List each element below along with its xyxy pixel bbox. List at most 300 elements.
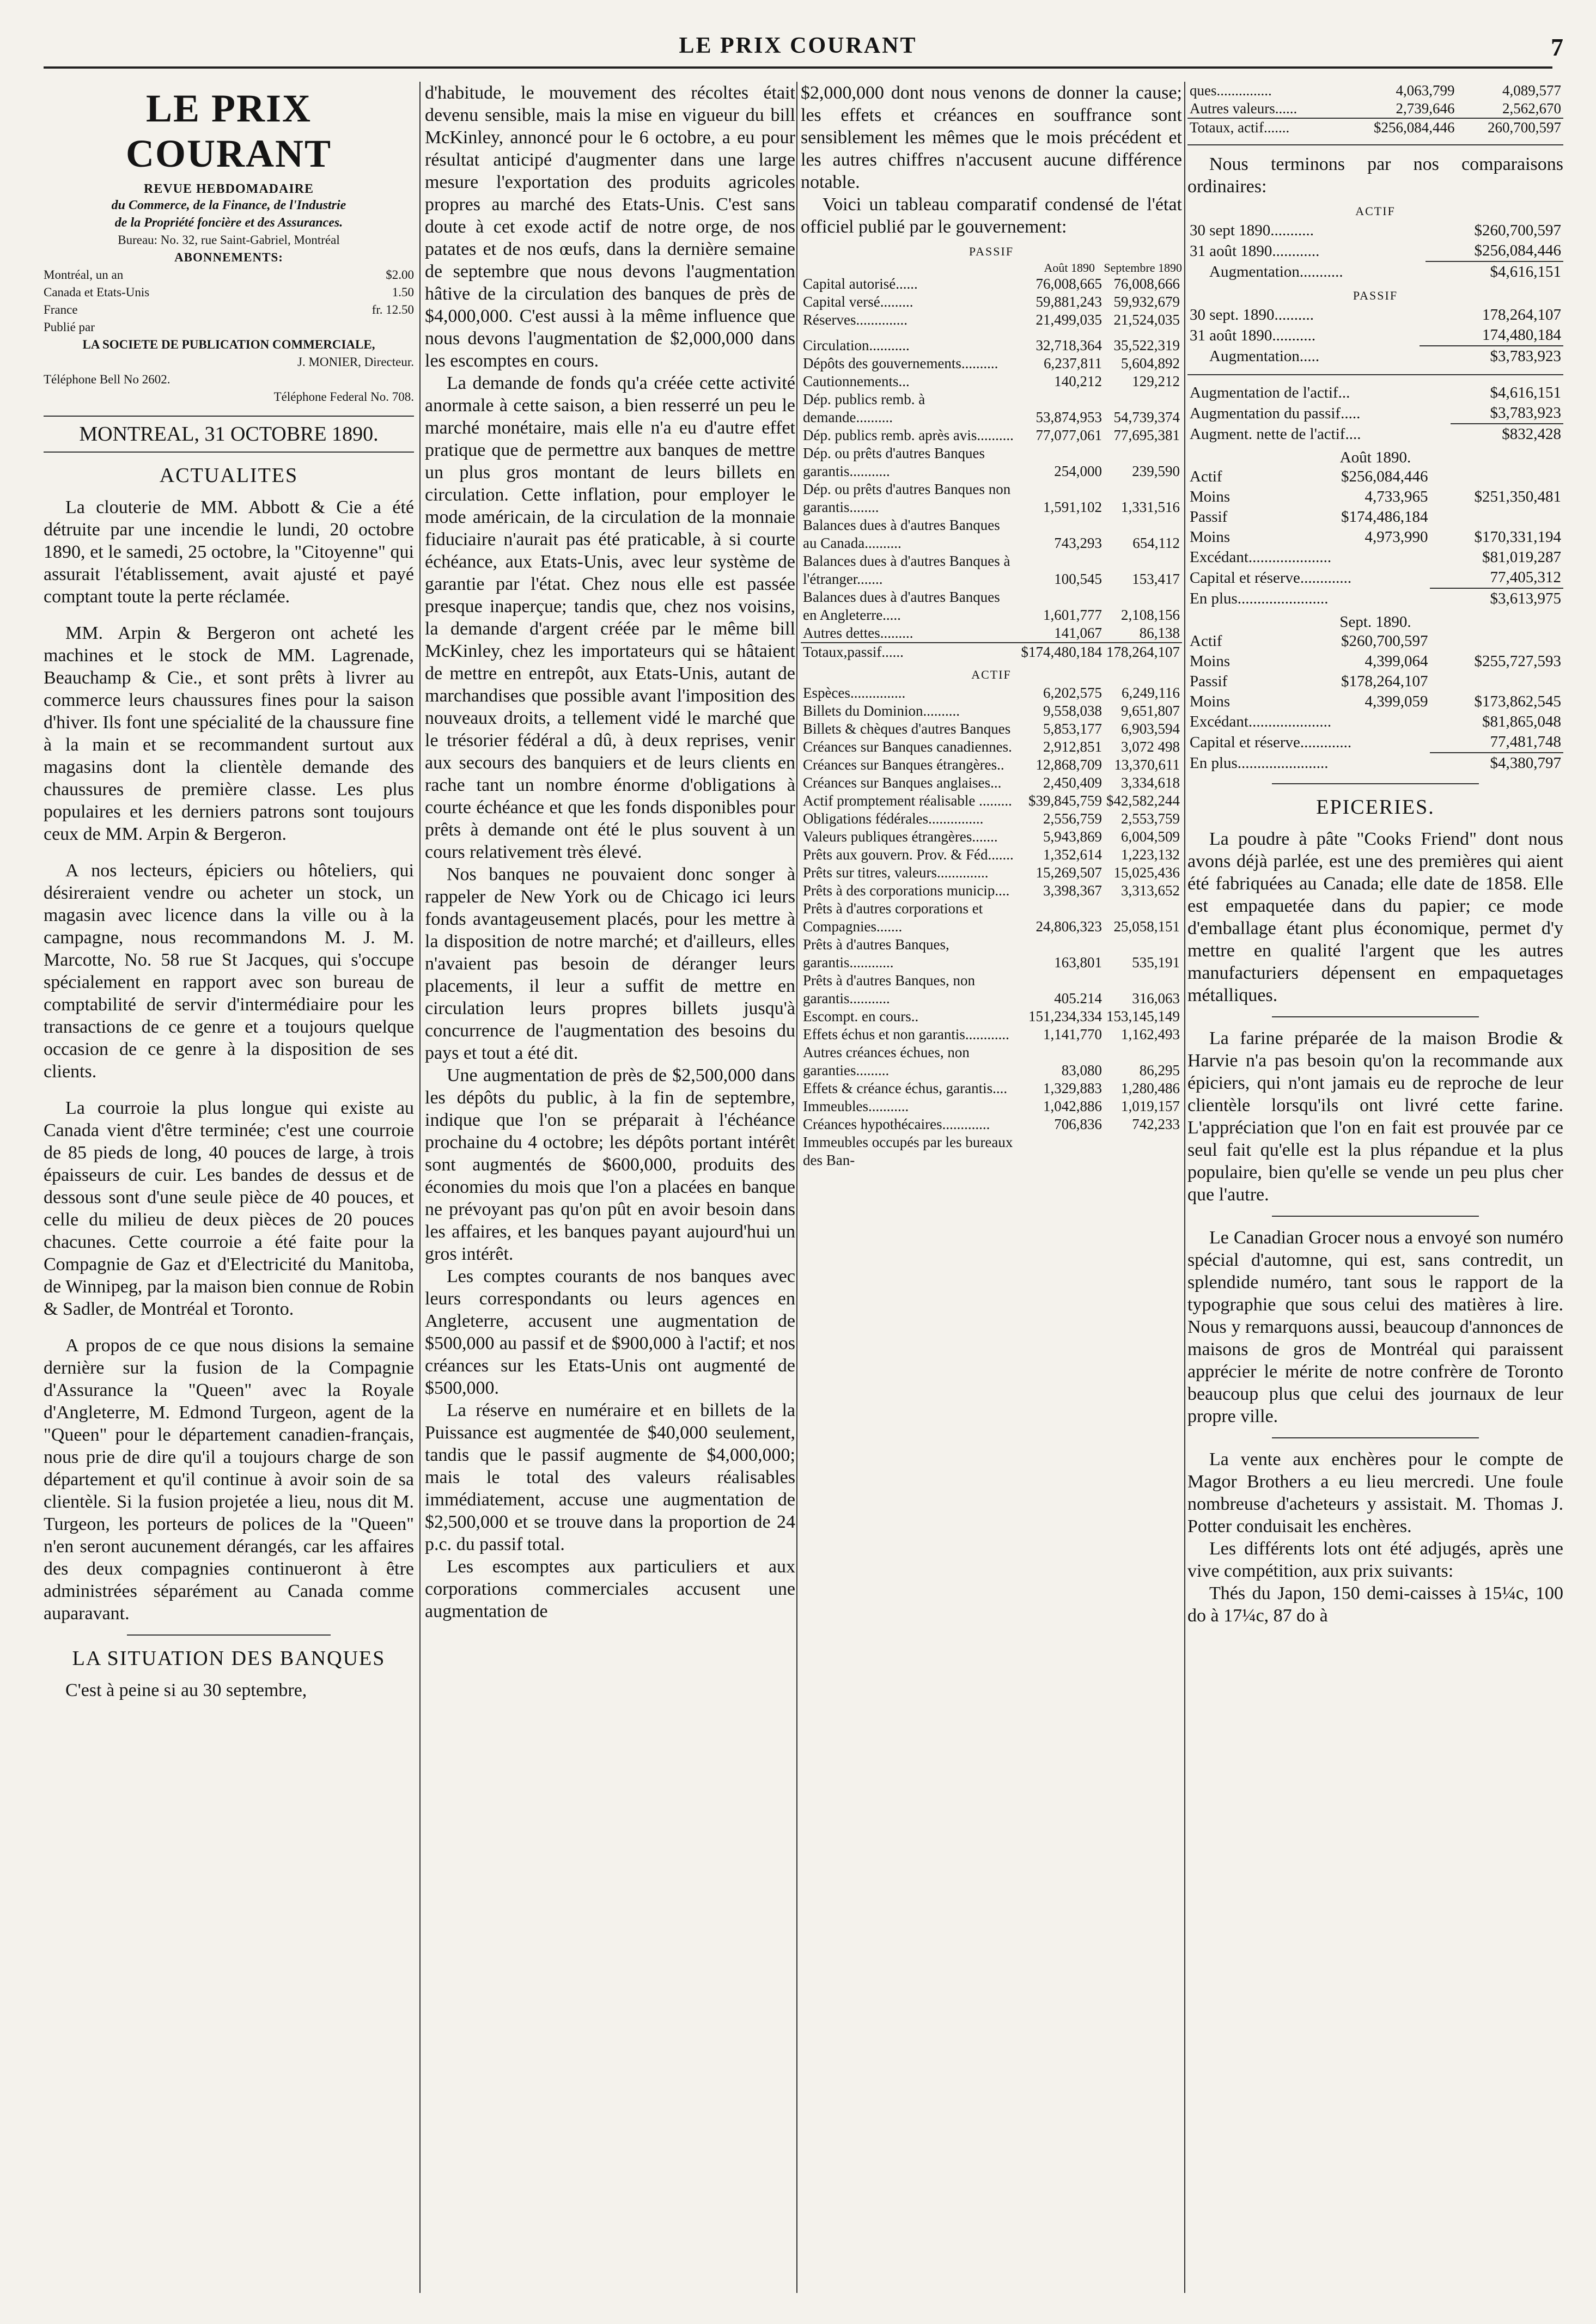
row-label: Prêts aux gouvern. Prov. & Féd....... bbox=[803, 846, 1014, 863]
row-label: Cautionnements... bbox=[803, 373, 910, 389]
article-paragraph: Nos banques ne pouvaient donc songer à rappeler de New York ou de Chicago ici leurs fonds avantageusement placés, pour les mettre à la disposition de notre marché; et d'ailleurs, elles n'avaient pas besoin de déranger leurs placements, il leur a suffit de mettre en circulation leurs propres billets jusqu'à concurrence de l'augmentation des besoins du pays et tout a été dit. bbox=[425, 864, 795, 1063]
row-value: $3,783,923 bbox=[1420, 346, 1563, 367]
passif-comparison bbox=[1187, 305, 1563, 367]
publie-par: Publié par bbox=[44, 320, 95, 334]
table-row bbox=[1187, 527, 1563, 547]
value-sept: 654,112 bbox=[1132, 535, 1180, 551]
value-sept bbox=[1104, 1133, 1182, 1169]
table-row bbox=[1187, 507, 1563, 527]
actif-comparison bbox=[1187, 221, 1563, 282]
table-row bbox=[1187, 568, 1563, 588]
row-label: Augmentation de l'actif... bbox=[1190, 384, 1350, 401]
table-row bbox=[801, 337, 1182, 355]
row-label: Moins bbox=[1190, 652, 1230, 670]
row-label bbox=[801, 329, 1019, 337]
table-column-headers bbox=[801, 261, 1182, 275]
passif-label: PASSIF bbox=[968, 245, 1014, 258]
value-sept: 1,162,493 bbox=[1121, 1026, 1180, 1042]
aout-label: Août 1890. bbox=[1339, 449, 1411, 466]
value-sept: 21,524,035 bbox=[1113, 312, 1180, 328]
table-row bbox=[801, 702, 1182, 720]
actif-label: ACTIF bbox=[971, 668, 1012, 681]
table-row bbox=[801, 552, 1182, 588]
value-sept: 178,264,107 bbox=[1106, 644, 1180, 660]
table-row bbox=[801, 426, 1182, 444]
row-label: Capital versé......... bbox=[803, 294, 913, 310]
value-aout: 32,718,364 bbox=[1035, 337, 1102, 353]
column-divider bbox=[1184, 82, 1185, 2293]
table-row bbox=[801, 720, 1182, 738]
value-sept: 3,072 498 bbox=[1121, 739, 1180, 755]
table-row bbox=[801, 972, 1182, 1008]
value-aout: $256,084,446 bbox=[1373, 119, 1455, 136]
row-label: Passif bbox=[1190, 508, 1228, 526]
table-row bbox=[1187, 403, 1563, 424]
column-3 bbox=[801, 82, 1182, 1169]
row-value: $174,486,184 bbox=[1341, 508, 1428, 526]
actif-table bbox=[801, 684, 1182, 1169]
value-sept: 77,695,381 bbox=[1113, 427, 1180, 443]
table-row bbox=[1187, 732, 1563, 753]
row-label: Totaux,passif...... bbox=[803, 644, 904, 660]
table-row bbox=[1187, 325, 1563, 346]
value-sept: 6,004,509 bbox=[1121, 828, 1180, 845]
value-sept: 15,025,436 bbox=[1113, 864, 1180, 881]
table-row bbox=[801, 275, 1182, 293]
value-sept: 1,223,132 bbox=[1121, 846, 1180, 863]
passif-table bbox=[801, 275, 1182, 661]
row-label: Balances dues à d'autres Banques au Canada.......... bbox=[803, 517, 1000, 551]
value-sept: 535,191 bbox=[1132, 954, 1180, 971]
column-1 bbox=[44, 82, 414, 1701]
table-row bbox=[801, 624, 1182, 643]
row-label: Prêts à d'autres Banques, garantis............ bbox=[803, 936, 949, 971]
row-label: Augmentation du passif..... bbox=[1190, 404, 1361, 422]
table-row bbox=[801, 311, 1182, 329]
abonnement-label: Canada et Etats-Unis bbox=[44, 285, 150, 299]
row-label: Excédant..................... bbox=[1190, 713, 1332, 730]
table-row bbox=[1187, 241, 1563, 261]
row-label: Balances dues à d'autres Banques à l'étranger....... bbox=[803, 553, 1010, 587]
passif-label: PASSIF bbox=[1353, 289, 1398, 302]
value-aout: 83,080 bbox=[1061, 1062, 1102, 1078]
value-aout: 1,591,102 bbox=[1043, 499, 1102, 515]
value-aout: $39,845,759 bbox=[1028, 792, 1102, 809]
value-aout: 1,352,614 bbox=[1043, 846, 1102, 863]
value-aout: 1,042,886 bbox=[1043, 1098, 1102, 1114]
table-row bbox=[801, 810, 1182, 828]
column-divider bbox=[796, 82, 797, 2293]
row-label: Dép. publics remb. après avis.......... bbox=[803, 427, 1014, 443]
abonnement-label: France bbox=[44, 303, 78, 316]
article-paragraph: $2,000,000 dont nous venons de donner la cause; les effets et créances en souffrance sont sensiblement les mêmes que le mois précédent et les autres chiffres n'accusent aucune différence notable. bbox=[801, 83, 1182, 192]
table-row bbox=[1187, 118, 1563, 137]
value-aout: 151,234,334 bbox=[1028, 1008, 1102, 1024]
row-label: Réserves.............. bbox=[803, 312, 907, 328]
table-row bbox=[801, 1133, 1182, 1169]
value-sept bbox=[1104, 329, 1182, 337]
row-label: En plus....................... bbox=[1190, 589, 1329, 607]
value-sept: 5,604,892 bbox=[1121, 355, 1180, 371]
value-sept: 153,145,149 bbox=[1106, 1008, 1180, 1024]
row-label: Augmentation..... bbox=[1209, 347, 1320, 365]
row-label: Immeubles occupés par les bureaux des Ban- bbox=[803, 1134, 1013, 1168]
table-row bbox=[801, 1044, 1182, 1079]
masthead-tagline-1: du Commerce, de la Finance, de l'Industrie bbox=[111, 198, 346, 212]
row-label: Capital et réserve............. bbox=[1190, 733, 1352, 751]
row-label: Dép. ou prêts d'autres Banques garantis........... bbox=[803, 445, 985, 479]
value-aout: 12,868,709 bbox=[1035, 757, 1102, 773]
section-heading-actualites: ACTUALITES bbox=[159, 464, 299, 487]
article-paragraph: Thés du Japon, 150 demi-caisses à 15¼c, 100 do à 17¼c, 87 do à bbox=[1187, 1583, 1563, 1626]
value-aout: 24,806,323 bbox=[1035, 918, 1102, 935]
table-row bbox=[1187, 346, 1563, 367]
table-row bbox=[801, 643, 1182, 661]
value-sept: 3,313,652 bbox=[1121, 882, 1180, 899]
table-row bbox=[801, 936, 1182, 972]
row-label: Effets & créance échus, garantis.... bbox=[803, 1080, 1008, 1096]
value-aout: 5,943,869 bbox=[1043, 828, 1102, 845]
value-aout: 140,212 bbox=[1054, 373, 1102, 389]
row-label: Autres créances échues, non garanties......... bbox=[803, 1044, 970, 1078]
article-paragraph: Voici un tableau comparatif condensé de l'état officiel publié par le gouvernement: bbox=[801, 194, 1182, 237]
row-label: Escompt. en cours.. bbox=[803, 1008, 919, 1024]
value-aout: 743,293 bbox=[1054, 535, 1102, 551]
value-sept: 86,295 bbox=[1139, 1062, 1180, 1078]
value-sept: 2,562,670 bbox=[1502, 100, 1561, 117]
section-heading-epiceries: EPICERIES. bbox=[1316, 796, 1435, 819]
value-sept: 6,249,116 bbox=[1122, 685, 1180, 701]
value-sept: 25,058,151 bbox=[1113, 918, 1180, 935]
abonnements-label: ABONNEMENTS: bbox=[174, 251, 283, 264]
row-value: $4,380,797 bbox=[1430, 753, 1563, 773]
abonnement-row bbox=[44, 284, 414, 301]
column-4 bbox=[1187, 82, 1563, 1627]
row-label: Créances sur Banques anglaises... bbox=[803, 774, 1002, 791]
value-aout: 163,801 bbox=[1054, 954, 1102, 971]
running-title: LE PRIX COURANT bbox=[679, 33, 917, 58]
row-label: Prêts sur titres, valeurs.............. bbox=[803, 864, 989, 881]
row-value: 77,405,312 bbox=[1490, 569, 1561, 586]
table-row bbox=[801, 684, 1182, 702]
value-aout bbox=[1026, 1133, 1104, 1169]
value-aout: 254,000 bbox=[1054, 463, 1102, 479]
row-label: Circulation........... bbox=[803, 337, 910, 353]
row-value: $256,084,446 bbox=[1474, 242, 1561, 259]
publisher-name: LA SOCIETE DE PUBLICATION COMMERCIALE, bbox=[82, 338, 375, 351]
row-label: Augment. nette de l'actif.... bbox=[1190, 425, 1361, 443]
row-label: Obligations fédérales............... bbox=[803, 810, 984, 827]
value-sept: 1,331,516 bbox=[1121, 499, 1180, 515]
value-sept: 239,590 bbox=[1132, 463, 1180, 479]
row-label: Moins bbox=[1190, 488, 1230, 505]
value-aout: 77,077,061 bbox=[1035, 427, 1102, 443]
row-label: Dépôts des gouvernements.......... bbox=[803, 355, 998, 371]
column-divider bbox=[419, 82, 421, 2293]
telephone-bell: Téléphone Bell No 2602. bbox=[44, 373, 170, 386]
value-sept: 3,334,618 bbox=[1121, 774, 1180, 791]
value-sept: 316,063 bbox=[1132, 990, 1180, 1007]
value-aout: 2,912,851 bbox=[1043, 739, 1102, 755]
value-aout: 100,545 bbox=[1054, 571, 1102, 587]
row-value: $3,613,975 bbox=[1430, 588, 1563, 609]
article-paragraph: C'est à peine si au 30 septembre, bbox=[65, 1680, 307, 1700]
value-sept: 35,522,319 bbox=[1113, 337, 1180, 353]
table-row bbox=[1187, 753, 1563, 773]
value-aout: 141,067 bbox=[1054, 625, 1102, 641]
table-row bbox=[801, 846, 1182, 864]
publisher-director: J. MONIER, Directeur. bbox=[297, 355, 414, 369]
value-aout: 4,063,799 bbox=[1396, 82, 1455, 99]
table-row bbox=[801, 588, 1182, 624]
article-paragraph: Les comptes courants de nos banques avec leurs correspondants ou leurs agences en Angleterre, accusent une augmentation de $500,000 au passif et de $900,000 à l'actif; et nos créances sur les Etats-Unis ont augmenté de $500,000. bbox=[425, 1266, 795, 1398]
value-aout: 2,450,409 bbox=[1043, 774, 1102, 791]
row-value: 4,973,990 bbox=[1364, 528, 1428, 546]
article-paragraph: Nous terminons par nos comparaisons ordinaires: bbox=[1187, 154, 1563, 197]
sept-balance bbox=[1187, 631, 1563, 773]
row-value: 4,399,059 bbox=[1364, 693, 1428, 710]
column-header-sept: Septembre 1890 bbox=[1104, 261, 1182, 275]
column-2 bbox=[425, 82, 795, 1622]
row-value: $81,019,287 bbox=[1482, 548, 1561, 566]
row-label: 30 sept 1890........... bbox=[1190, 222, 1314, 239]
table-row bbox=[801, 1026, 1182, 1044]
row-value: $3,783,923 bbox=[1490, 404, 1561, 422]
row-label: Billets & chèques d'autres Banques bbox=[803, 721, 1011, 737]
value-sept: 742,233 bbox=[1132, 1116, 1180, 1132]
row-label: Valeurs publiques étrangères....... bbox=[803, 828, 998, 845]
table-row bbox=[801, 756, 1182, 774]
table-row bbox=[1187, 221, 1563, 241]
row-value: 174,480,184 bbox=[1482, 326, 1561, 344]
article-paragraph: d'habitude, le mouvement des récoltes était devenu sensible, mais la mise en vigueur du bill McKinley, annoncé pour le 6 octobre, a eu pour résultat anticipé d'augmenter dans une large mesure l'exportation des produits agricoles propres au marché des Etats-Unis. C'est sans doute à cet exode actif de notre orge, de nos patates et de nos œufs, dans la dernière semaine de septembre que nous devons l'augmentation hâtive de la circulation des banques de près de $4,000,000. C'est aussi à la même influence que nous devons l'augmentation de $2,000,000 dans les escomptes en cours. bbox=[425, 83, 795, 371]
value-sept: 2,553,759 bbox=[1121, 810, 1180, 827]
value-aout: 706,836 bbox=[1054, 1116, 1102, 1132]
value-aout: 76,008,665 bbox=[1035, 276, 1102, 292]
row-label: Actif promptement réalisable ......... bbox=[803, 792, 1012, 809]
row-value: $251,350,481 bbox=[1474, 488, 1561, 505]
augmentation-summary bbox=[1187, 383, 1563, 444]
value-aout: 6,237,811 bbox=[1044, 355, 1102, 371]
table-row bbox=[1187, 631, 1563, 651]
table-row bbox=[801, 792, 1182, 810]
row-label: Balances dues à d'autres Banques en Angleterre..... bbox=[803, 589, 1000, 623]
article-paragraph: La clouterie de MM. Abbott & Cie a été détruite par une incendie le lundi, 20 octobre 1890, et le samedi, 25 octobre, la "Citoyenne" qui assurait l'établissement, avait ajusté et payé comptant toute la perte réclamée. bbox=[44, 497, 414, 607]
table-row bbox=[801, 516, 1182, 552]
value-sept: 260,700,597 bbox=[1488, 119, 1561, 136]
value-aout: 3,398,367 bbox=[1043, 882, 1102, 899]
value-sept: 9,651,807 bbox=[1121, 703, 1180, 719]
table-row bbox=[801, 293, 1182, 311]
article-paragraph: La poudre à pâte "Cooks Friend" dont nous avons déjà parlée, est une des premières qui aient été fabriquées au Canada; elle date de 1858. Elle est empaquetée dans du papier; ce mode d'emballage étant plus économique, permet d'y mettre en qualité l'argent que les autres manufacturiers dépensent en empaquetages métalliques. bbox=[1187, 829, 1563, 1005]
row-label: Prêts à des corporations municip.... bbox=[803, 882, 1010, 899]
table-row bbox=[1187, 383, 1563, 403]
table-row bbox=[801, 1079, 1182, 1097]
row-value: $260,700,597 bbox=[1341, 632, 1428, 650]
sept-label: Sept. 1890. bbox=[1339, 613, 1411, 631]
abonnement-row bbox=[44, 301, 414, 319]
row-label: Créances sur Banques canadiennes. bbox=[803, 739, 1012, 755]
article-paragraph: Une augmentation de près de $2,500,000 dans les dépôts du public, à la fin de septembre, indique que l'on se préparait à l'échéance prochaine du 4 octobre; les dépôts portant intérêt sont augmentés de $600,000, produits des économies du mois que l'on a placées en banque ne prévoyant pas qu'on pût en avoir besoin dans les affaires, et les banques payant aujourd'hui un gros intérêt. bbox=[425, 1065, 795, 1264]
row-value: 4,399,064 bbox=[1364, 652, 1428, 670]
value-aout: 6,202,575 bbox=[1043, 685, 1102, 701]
section-divider bbox=[127, 1634, 331, 1636]
table-row bbox=[1187, 424, 1563, 444]
abonnement-row bbox=[44, 266, 414, 284]
aout-balance bbox=[1187, 467, 1563, 609]
value-aout: 59,881,243 bbox=[1035, 294, 1102, 310]
dateline: MONTREAL, 31 OCTOBRE 1890. bbox=[44, 416, 414, 453]
row-value: $255,727,593 bbox=[1474, 652, 1561, 670]
row-value: $81,865,048 bbox=[1482, 713, 1561, 730]
table-row bbox=[801, 828, 1182, 846]
value-aout: 2,739,646 bbox=[1396, 100, 1455, 117]
abonnement-price: 1.50 bbox=[392, 285, 414, 299]
table-row bbox=[1187, 100, 1563, 118]
article-paragraph: Les escomptes aux particuliers et aux corporations commerciales accusent une augmentation de bbox=[425, 1557, 795, 1621]
table-row bbox=[801, 864, 1182, 882]
value-sept: 153,417 bbox=[1132, 571, 1180, 587]
value-sept: 129,212 bbox=[1132, 373, 1180, 389]
article-paragraph: La réserve en numéraire et en billets de la Puissance est augmentée de $40,000 seulement, tandis que le passif augmente de $4,000,000; mais le total des valeurs réalisables immédiatement, accuse une augmentation de $2,500,000 et se trouve dans la proportion de 24 p.c. du passif total. bbox=[425, 1400, 795, 1554]
value-aout: 1,141,770 bbox=[1043, 1026, 1102, 1042]
table-row bbox=[801, 1008, 1182, 1026]
row-value: $4,616,151 bbox=[1426, 261, 1563, 282]
table-row bbox=[1187, 651, 1563, 672]
row-label: Prêts à d'autres Banques, non garantis........... bbox=[803, 972, 976, 1007]
article-paragraph: La vente aux enchères pour le compte de Magor Brothers a eu lieu mercredi. Une foule nombreuse d'acheteurs y assistait. M. Thomas J. Potter conduisait les enchères. bbox=[1187, 1449, 1563, 1536]
row-label: Passif bbox=[1190, 673, 1228, 690]
table-row bbox=[1187, 672, 1563, 692]
table-row bbox=[1187, 712, 1563, 732]
table-row bbox=[1187, 692, 1563, 712]
row-label: Moins bbox=[1190, 528, 1230, 546]
table-row bbox=[801, 1097, 1182, 1115]
value-sept: 13,370,611 bbox=[1114, 757, 1180, 773]
article-paragraph: A nos lecteurs, épiciers ou hôteliers, qui désireraient vendre ou acheter un stock, un magasin avec licence dans la ville ou à la campagne, nous recommandons M. J. M. Marcotte, No. 58 rue St Jacques, qui s'occupe spécialement en rapport avec son bureau de comptabilité de servir d'intermédiaire pour les transactions de ce genre et a toujours quelque occasion de ce genre à la disposition de ses clients. bbox=[44, 861, 414, 1082]
table-row bbox=[1187, 82, 1563, 100]
table-row bbox=[1187, 487, 1563, 507]
row-label: Effets échus et non garantis............ bbox=[803, 1026, 1009, 1042]
row-label: Totaux, actif....... bbox=[1190, 119, 1290, 136]
table-row bbox=[801, 444, 1182, 480]
table-row bbox=[801, 882, 1182, 900]
value-sept: 1,019,157 bbox=[1121, 1098, 1180, 1114]
value-sept: 6,903,594 bbox=[1121, 721, 1180, 737]
table-row bbox=[1187, 547, 1563, 568]
row-label: Autres dettes......... bbox=[803, 625, 913, 641]
row-label: Prêts à d'autres corporations et Compagnies....... bbox=[803, 900, 983, 935]
row-label: En plus....................... bbox=[1190, 754, 1329, 772]
row-label: Capital autorisé...... bbox=[803, 276, 918, 292]
abonnement-price: $2.00 bbox=[386, 268, 414, 282]
value-aout: 21,499,035 bbox=[1035, 312, 1102, 328]
row-label: Créances sur Banques étrangères.. bbox=[803, 757, 1004, 773]
table-row bbox=[1187, 467, 1563, 487]
article-paragraph: Les différents lots ont été adjugés, après une vive compétition, aux prix suivants: bbox=[1187, 1539, 1563, 1581]
article-paragraph: Le Canadian Grocer nous a envoyé son numéro spécial d'automne, qui est, sans contredit, un splendide numéro, tant sous le rapport de la typographie que sous celui des matières à lire. Nous y remarquons aussi, beaucoup d'annonces de maisons de gros de Montréal qui paraissent apprécier le mérite de notre confrère de Toronto beaucoup plus que celui des journaux de leur propre ville. bbox=[1187, 1228, 1563, 1426]
row-label: Excédant..................... bbox=[1190, 548, 1332, 566]
masthead-bureau: Bureau: No. 32, rue Saint-Gabriel, Montréal bbox=[118, 233, 340, 247]
value-sept: 59,932,679 bbox=[1113, 294, 1180, 310]
row-label: Dép. ou prêts d'autres Banques non garantis........ bbox=[803, 481, 1011, 515]
row-value: 4,733,965 bbox=[1364, 488, 1428, 505]
page-number: 7 bbox=[1551, 33, 1563, 61]
value-aout: 405.214 bbox=[1054, 990, 1102, 1007]
table-row bbox=[801, 1115, 1182, 1133]
row-value: $832,428 bbox=[1451, 424, 1563, 444]
value-aout: 1,601,777 bbox=[1043, 607, 1102, 623]
row-value: $170,331,194 bbox=[1474, 528, 1561, 546]
value-sept: 1,280,486 bbox=[1121, 1080, 1180, 1096]
table-row bbox=[801, 355, 1182, 373]
table-row bbox=[1187, 305, 1563, 325]
value-aout bbox=[1019, 329, 1105, 337]
row-label: Autres valeurs...... bbox=[1190, 100, 1297, 117]
row-label: 31 août 1890............ bbox=[1190, 242, 1320, 260]
value-sept: 54,739,374 bbox=[1113, 409, 1180, 425]
table-row bbox=[801, 329, 1182, 337]
value-sept: $42,582,244 bbox=[1106, 792, 1180, 809]
value-sept: 76,008,666 bbox=[1113, 276, 1180, 292]
table-row bbox=[1187, 588, 1563, 609]
row-label: Espèces............... bbox=[803, 685, 906, 701]
row-label: Augmentation........... bbox=[1209, 263, 1343, 280]
row-label: ques............... bbox=[1190, 82, 1272, 99]
abonnement-label: Montréal, un an bbox=[44, 268, 124, 282]
row-label: Immeubles........... bbox=[803, 1098, 909, 1114]
article-paragraph: A propos de ce que nous disions la semaine dernière sur la fusion de la Compagnie d'Assurance la "Queen" avec la Royale d'Angleterre, M. Edmond Turgeon, agent de la "Queen" pour le département canadien-français, nous prie de dire qu'il a toujours charge de son département et qu'il continue à avoir soin de sa clientèle. Si la fusion projetée a lieu, nous dit M. Turgeon, les porteurs de polices de la "Queen" n'en seront aucunement dérangés, car les affaires des deux compagnies continueront à être administrées séparément au Canada comme auparavant. bbox=[44, 1335, 414, 1624]
abonnement-price: fr. 12.50 bbox=[371, 303, 414, 316]
value-aout: $174,480,184 bbox=[1021, 644, 1102, 660]
row-value: $256,084,446 bbox=[1341, 468, 1428, 485]
article-paragraph: MM. Arpin & Bergeron ont acheté les machines et le stock de MM. Lagrenade, Beauchamp & Cie., et sont prêts à livrer au commerce leurs chaussures fines pour la saison d'hiver. Ils font une spécialité de la chaussure fine à la main et se recommandent surtout aux magasins dont la clientèle demande des chaussures de première classe. Les plus populaires et les derniers patrons sont toujours ceux de MM. Arpin & Bergeron. bbox=[44, 623, 414, 844]
row-label: Créances hypothécaires............. bbox=[803, 1116, 990, 1132]
telephone-federal: Téléphone Federal No. 708. bbox=[273, 390, 414, 404]
table-row bbox=[801, 738, 1182, 756]
header-rule bbox=[44, 66, 1552, 69]
actif-label: ACTIF bbox=[1355, 204, 1396, 218]
row-label: 30 sept. 1890.......... bbox=[1190, 306, 1314, 324]
row-value: 178,264,107 bbox=[1482, 306, 1561, 324]
table-row bbox=[801, 480, 1182, 516]
actif-table-continued bbox=[1187, 82, 1563, 137]
row-label: 31 août 1890........... bbox=[1190, 326, 1316, 344]
row-label: Dép. publics remb. à demande.......... bbox=[803, 391, 925, 425]
value-aout: 9,558,038 bbox=[1043, 703, 1102, 719]
row-value: 77,481,748 bbox=[1490, 733, 1561, 751]
article-paragraph: La courroie la plus longue qui existe au Canada vient d'être terminée; c'est une courroie de 85 pieds de long, 40 pouces de large, à trois épaisseurs de cuir. Les bandes de dessus et de dessous sont d'une seule pièce de 40 pouces, et celle du milieu de deux pièces de 20 pouces chacunes. Cette courroie a été faite pour la Compagnie de Gaz et d'Electricité du Manitoba, de Winnipeg, par la maison bien connue de Robin & Sadler, de Montréal et Toronto. bbox=[44, 1098, 414, 1319]
row-label: Actif bbox=[1190, 632, 1222, 650]
row-value: $4,616,151 bbox=[1490, 384, 1561, 401]
row-label: Billets du Dominion.......... bbox=[803, 703, 960, 719]
table-row bbox=[801, 391, 1182, 426]
value-aout: 1,329,883 bbox=[1043, 1080, 1102, 1096]
value-sept: 2,108,156 bbox=[1121, 607, 1180, 623]
table-row bbox=[801, 373, 1182, 391]
masthead-title: LE PRIX COURANT bbox=[125, 87, 332, 175]
masthead-subtitle: REVUE HEBDOMADAIRE bbox=[143, 182, 314, 196]
table-row bbox=[801, 774, 1182, 792]
section-heading-banques: LA SITUATION DES BANQUES bbox=[72, 1647, 386, 1670]
table-row bbox=[1187, 261, 1563, 282]
value-sept: 86,138 bbox=[1139, 625, 1180, 641]
row-value: $173,862,545 bbox=[1474, 693, 1561, 710]
row-value: $260,700,597 bbox=[1474, 222, 1561, 239]
row-label: Capital et réserve............. bbox=[1190, 569, 1352, 587]
row-label: Moins bbox=[1190, 693, 1230, 710]
column-header-aout: Août 1890 bbox=[1044, 261, 1095, 275]
